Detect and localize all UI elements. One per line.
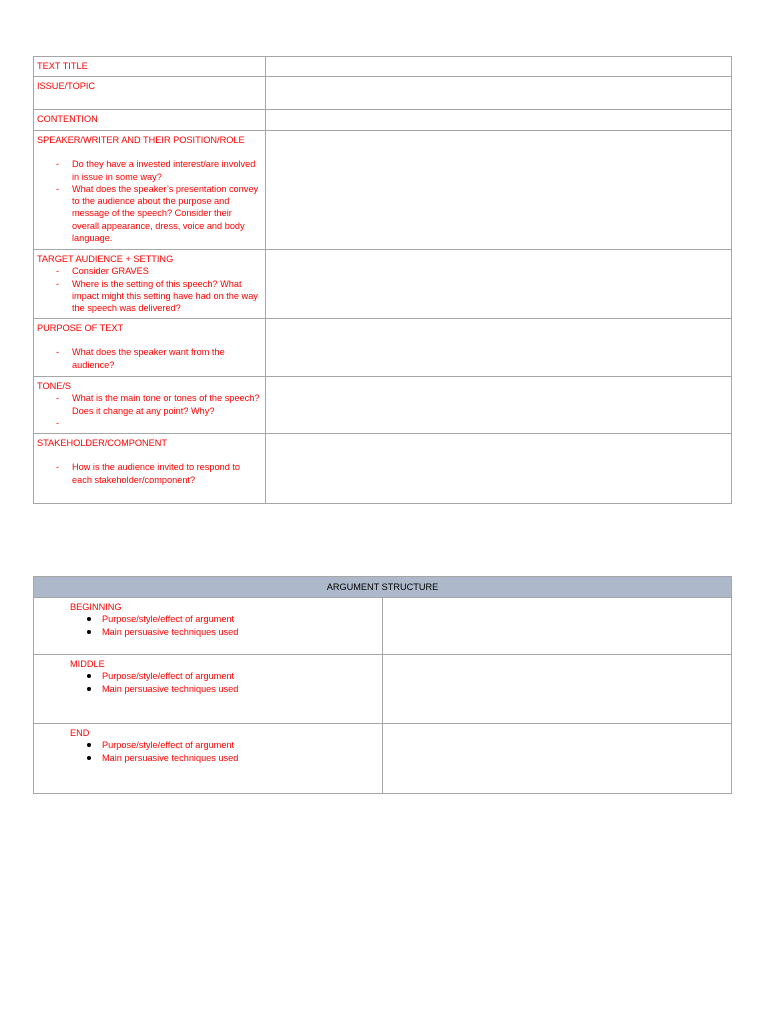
list-item: Main persuasive techniques used (34, 683, 382, 695)
argument-structure-header: ARGUMENT STRUCTURE (34, 577, 732, 598)
stakeholder-cell (34, 434, 266, 504)
list-item: Purpose/style/effect of argument (34, 613, 382, 625)
list-item: - Do they have a invested interest/are involved in issue in some way? (37, 158, 262, 183)
row-label-issue-topic: ISSUE/TOPIC (34, 77, 266, 110)
stakeholder-answer-cell[interactable] (266, 434, 732, 504)
speech-analysis-table (33, 56, 732, 504)
beginning-cell (34, 598, 383, 655)
tone-answer-cell[interactable] (266, 377, 732, 434)
row-label-speaker-writer: SPEAKER/WRITER AND THEIR POSITION/ROLE (37, 135, 245, 145)
table-row (34, 724, 732, 794)
middle-answer-cell[interactable] (383, 655, 732, 724)
list-item (37, 417, 262, 429)
contention-answer-cell[interactable] (266, 110, 732, 131)
list-item: - How is the audience invited to respond to each stakeholder/component? (37, 461, 262, 486)
list-item: - What does the speaker want from the audience? (37, 346, 262, 371)
tone-cell (34, 377, 266, 434)
speaker-writer-answer-cell[interactable] (266, 131, 732, 250)
purpose-prompt-list (37, 346, 262, 371)
list-item: Main persuasive techniques used (34, 626, 382, 638)
row-label-stakeholder: STAKEHOLDER/COMPONENT (37, 438, 168, 448)
list-item: - What does the speaker’s presentation convey to the audience about the purpose and message of the speech? Consider their overall appearance, dress, voice and body language. (37, 183, 262, 244)
table-row (34, 77, 732, 110)
end-cell (34, 724, 383, 794)
argument-structure-table (33, 576, 732, 794)
target-audience-answer-cell[interactable] (266, 250, 732, 319)
text-title-answer-cell[interactable] (266, 57, 732, 77)
list-item: - Where is the setting of this speech? What impact might this setting have had on the way the speech was delivered? (37, 278, 262, 315)
row-label-target-audience: TARGET AUDIENCE + SETTING (37, 254, 174, 264)
section-label-end: END (70, 728, 90, 738)
end-bullet-list (34, 739, 382, 764)
speaker-prompt-list (37, 158, 262, 244)
table-row (34, 598, 732, 655)
issue-topic-answer-cell[interactable] (266, 77, 732, 110)
table-header-row (34, 577, 732, 598)
table-row (34, 131, 732, 250)
list-item: Purpose/style/effect of argument (34, 739, 382, 751)
target-audience-cell (34, 250, 266, 319)
table-row (34, 57, 732, 77)
middle-cell (34, 655, 383, 724)
beginning-bullet-list (34, 613, 382, 638)
table-row (34, 434, 732, 504)
end-answer-cell[interactable] (383, 724, 732, 794)
table-row (34, 110, 732, 131)
table-row (34, 250, 732, 319)
beginning-answer-cell[interactable] (383, 598, 732, 655)
purpose-answer-cell[interactable] (266, 319, 732, 377)
list-item: - Consider GRAVES (37, 265, 262, 277)
stakeholder-prompt-list (37, 461, 262, 486)
middle-bullet-list (34, 670, 382, 695)
section-label-middle: MIDDLE (70, 659, 105, 669)
audience-prompt-list (37, 265, 262, 314)
tone-prompt-list (37, 392, 262, 429)
row-label-contention: CONTENTION (34, 110, 266, 131)
table-row (34, 319, 732, 377)
section-label-beginning: BEGINNING (70, 602, 122, 612)
list-item: Purpose/style/effect of argument (34, 670, 382, 682)
list-item: - What is the main tone or tones of the speech? Does it change at any point? Why? (37, 392, 262, 417)
row-label-tone: TONE/S (37, 381, 72, 391)
purpose-cell (34, 319, 266, 377)
row-label-purpose: PURPOSE OF TEXT (37, 323, 124, 333)
table-row (34, 377, 732, 434)
speaker-writer-cell (34, 131, 266, 250)
row-label-text-title: TEXT TITLE (34, 57, 266, 77)
list-item: Main persuasive techniques used (34, 752, 382, 764)
table-row (34, 655, 732, 724)
